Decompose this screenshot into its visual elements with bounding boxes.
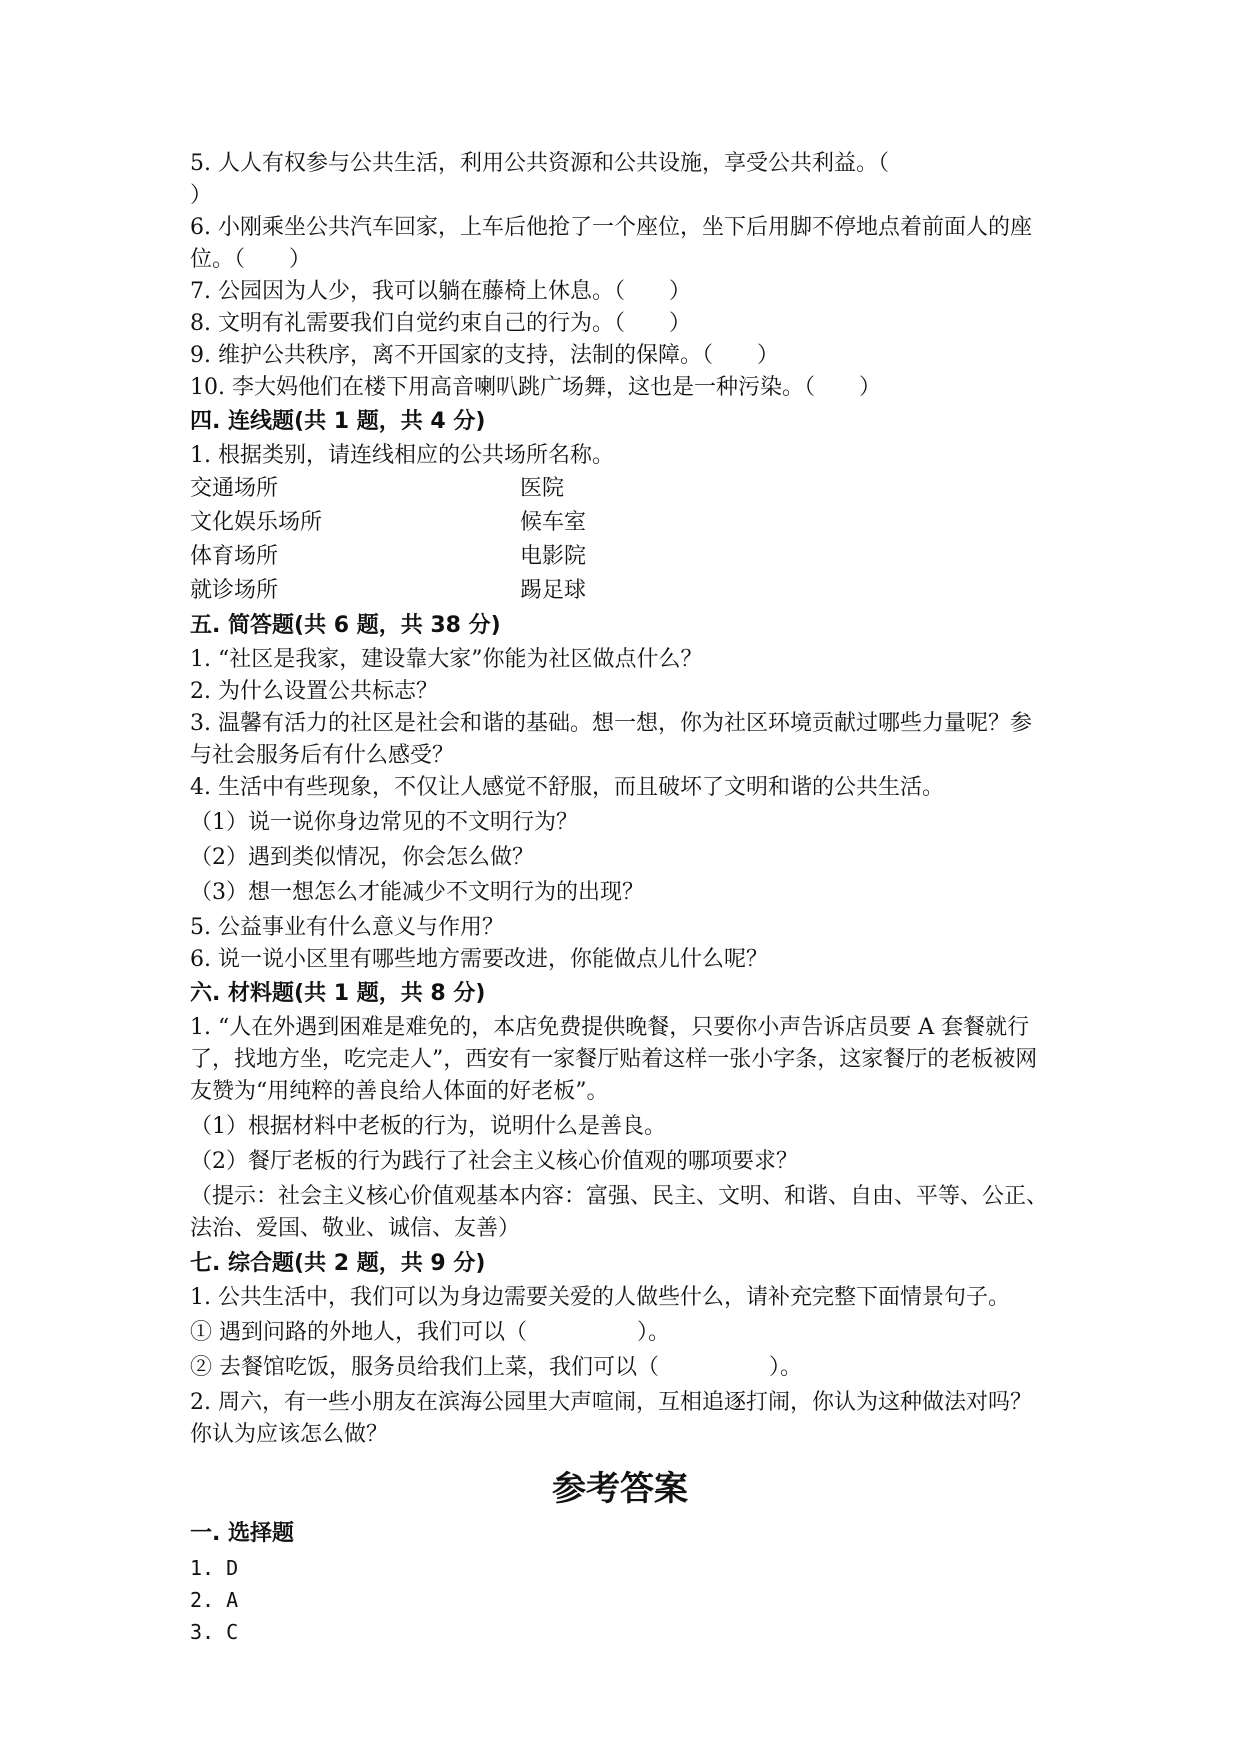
- match-right: 踢足球: [520, 578, 587, 603]
- short-answer-4-sub-3: （3）想一想怎么才能减少不文明行为的出现？: [190, 880, 644, 905]
- match-left: 文化娱乐场所: [190, 510, 323, 535]
- answer-section-1-heading: 一. 选择题: [190, 1521, 295, 1546]
- tf-item-8: 8. 文明有礼需要我们自觉约束自己的行为。（ ）: [190, 311, 691, 336]
- short-answer-6: 6. 说一说小区里有哪些地方需要改进，你能做点儿什么呢？: [190, 947, 768, 972]
- match-row: [190, 574, 1050, 608]
- section-5-heading: 五. 简答题(共 6 题，共 38 分): [190, 613, 501, 638]
- tf-item-5: 5. 人人有权参与公共生活，利用公共资源和公共设施，享受公共利益。（ ）: [190, 151, 889, 208]
- match-right: 电影院: [520, 544, 587, 569]
- short-answer-5: 5. 公益事业有什么意义与作用？: [190, 915, 504, 940]
- answer-item: 3. C: [190, 1620, 239, 1644]
- answer-key-title: 参考答案: [552, 1469, 688, 1509]
- tf-item-7: 7. 公园因为人少，我可以躺在藤椅上休息。（ ）: [190, 279, 691, 304]
- match-left: 就诊场所: [190, 578, 279, 603]
- section-6-heading: 六. 材料题(共 1 题，共 8 分): [190, 981, 486, 1006]
- short-answer-4: 4. 生活中有些现象，不仅让人感觉不舒服，而且破坏了文明和谐的公共生活。: [190, 775, 944, 800]
- material-question: 1. “人在外遇到困难是难免的，本店免费提供晚餐，只要你小声告诉店员要 A 套餐就行了，找地方坐，吃完走人”，西安有一家餐厅贴着这样一张小字条，这家餐厅的老板被网友赞为“用纯粹的善良给人体面的好老板”。: [190, 1015, 1038, 1104]
- short-answer-4-sub-2: （2）遇到类似情况，你会怎么做？: [190, 845, 534, 870]
- match-right: 医院: [520, 476, 565, 501]
- match-row: [190, 540, 1050, 574]
- match-left: 体育场所: [190, 544, 279, 569]
- short-answer-1: 1. “社区是我家，建设靠大家”你能为社区做点什么？: [190, 647, 703, 672]
- short-answer-4-sub-1: （1）说一说你身边常见的不文明行为？: [190, 810, 578, 835]
- match-row: [190, 506, 1050, 540]
- tf-item-9: 9. 维护公共秩序，离不开国家的支持，法制的保障。（ ）: [190, 343, 779, 368]
- material-hint: （提示：社会主义核心价值观基本内容：富强、民主、文明、和谐、自由、平等、公正、法治、爱国、敬业、诚信、友善）: [190, 1184, 1049, 1241]
- short-answer-2: 2. 为什么设置公共标志？: [190, 679, 438, 704]
- matching-question: 1. 根据类别，请连线相应的公共场所名称。: [190, 443, 614, 468]
- comprehensive-question-1-a: ① 遇到问路的外地人，我们可以（ ）。: [190, 1320, 670, 1345]
- section-7-heading: 七. 综合题(共 2 题，共 9 分): [190, 1251, 486, 1276]
- answer-item: 1. D: [190, 1556, 239, 1580]
- match-left: 交通场所: [190, 476, 279, 501]
- answer-item: 2. A: [190, 1588, 239, 1612]
- tf-item-6: 6. 小刚乘坐公共汽车回家，上车后他抢了一个座位，坐下后用脚不停地点着前面人的座位。（ ）: [190, 215, 1032, 272]
- tf-item-10: 10. 李大妈他们在楼下用高音喇叭跳广场舞，这也是一种污染。（ ）: [190, 375, 881, 400]
- document-content: [190, 148, 1050, 1648]
- comprehensive-question-1: 1. 公共生活中，我们可以为身边需要关爱的人做些什么，请补充完整下面情景句子。: [190, 1285, 1010, 1310]
- material-sub-2: （2）餐厅老板的行为践行了社会主义核心价值观的哪项要求？: [190, 1149, 798, 1174]
- section-4-heading: 四. 连线题(共 1 题，共 4 分): [190, 409, 486, 434]
- comprehensive-question-2: 2. 周六，有一些小朋友在滨海公园里大声喧闹，互相追逐打闹，你认为这种做法对吗？你认为应该怎么做？: [190, 1390, 1032, 1447]
- material-sub-1: （1）根据材料中老板的行为，说明什么是善良。: [190, 1114, 666, 1139]
- match-row: [190, 472, 1050, 506]
- short-answer-3: 3. 温馨有活力的社区是社会和谐的基础。想一想，你为社区环境贡献过哪些力量呢？参与社会服务后有什么感受？: [190, 711, 1032, 768]
- match-right: 候车室: [520, 510, 587, 535]
- comprehensive-question-1-b: ② 去餐馆吃饭，服务员给我们上菜，我们可以（ ）。: [190, 1355, 802, 1380]
